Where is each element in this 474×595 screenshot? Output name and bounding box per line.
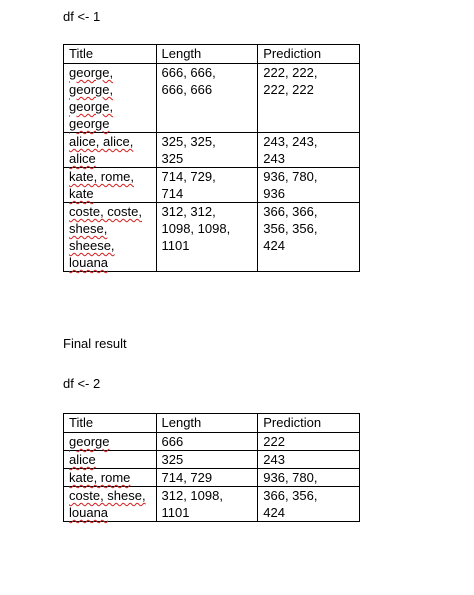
column-header-length: Length [156,414,258,433]
prediction-cell [258,203,360,272]
length-text: 714, 729 [161,470,213,485]
prediction-cell [258,451,360,469]
prediction-text: 366, 356, 424 [263,488,318,520]
length-text: 714, 729, 714 [161,169,216,201]
length-text: 666 [161,434,184,449]
length-text: 312, 1098, 1101 [161,488,223,520]
title-text: coste, coste, shese, sheese, louana [69,204,142,270]
prediction-cell [258,64,360,133]
prediction-text: 243 [263,452,285,467]
table-df-2 [63,413,360,522]
table-row [64,451,360,469]
table-row [64,487,360,522]
length-text: 325, 325, 325 [161,134,216,166]
prediction-cell [258,133,360,168]
length-cell [156,133,258,168]
prediction-cell [258,487,360,522]
title-cell [64,469,157,487]
prediction-text: 936, 780, 936 [263,169,318,201]
table-row [64,64,360,133]
length-cell [156,64,258,133]
column-header-prediction: Prediction [258,45,360,64]
length-cell [156,469,258,487]
title-cell [64,203,157,272]
heading-df-2: df <- 2 [63,376,101,391]
prediction-text: 222 [263,434,285,449]
length-cell [156,451,258,469]
column-header-title: Title [64,414,157,433]
title-cell [64,64,157,133]
title-cell [64,168,157,203]
length-text: 325 [161,452,184,467]
table-row [64,203,360,272]
prediction-text: 936, 780, [263,470,318,485]
heading-df-1: df <- 1 [63,9,101,24]
length-cell [156,433,258,451]
table-row [64,168,360,203]
length-cell [156,203,258,272]
column-header-prediction: Prediction [258,414,360,433]
prediction-text: 366, 366, 356, 356, 424 [263,204,318,253]
prediction-cell [258,433,360,451]
table-df-1 [63,44,360,272]
final-result-label: Final result [63,336,127,351]
title-cell [64,487,157,522]
table-row [64,433,360,451]
column-header-length: Length [156,45,258,64]
length-cell [156,487,258,522]
title-text: alice [69,452,96,467]
title-text: alice, alice, alice [69,134,134,166]
length-cell [156,168,258,203]
title-cell [64,433,157,451]
table-header-row [64,45,360,64]
table-row [64,133,360,168]
title-text: kate, rome, kate [69,169,135,201]
length-text: 312, 312, 1098, 1098, 1101 [161,204,231,253]
prediction-cell [258,168,360,203]
title-text: george, george, george, george [69,65,114,131]
prediction-cell [258,469,360,487]
length-text: 666, 666, 666, 666 [161,65,216,97]
prediction-text: 243, 243, 243 [263,134,318,166]
title-text: kate, rome [69,470,131,485]
title-cell [64,451,157,469]
table-row [64,469,360,487]
column-header-title: Title [64,45,157,64]
prediction-text: 222, 222, 222, 222 [263,65,318,97]
title-text: george [69,434,110,449]
title-text: coste, shese, louana [69,488,146,520]
title-cell [64,133,157,168]
table-header-row [64,414,360,433]
